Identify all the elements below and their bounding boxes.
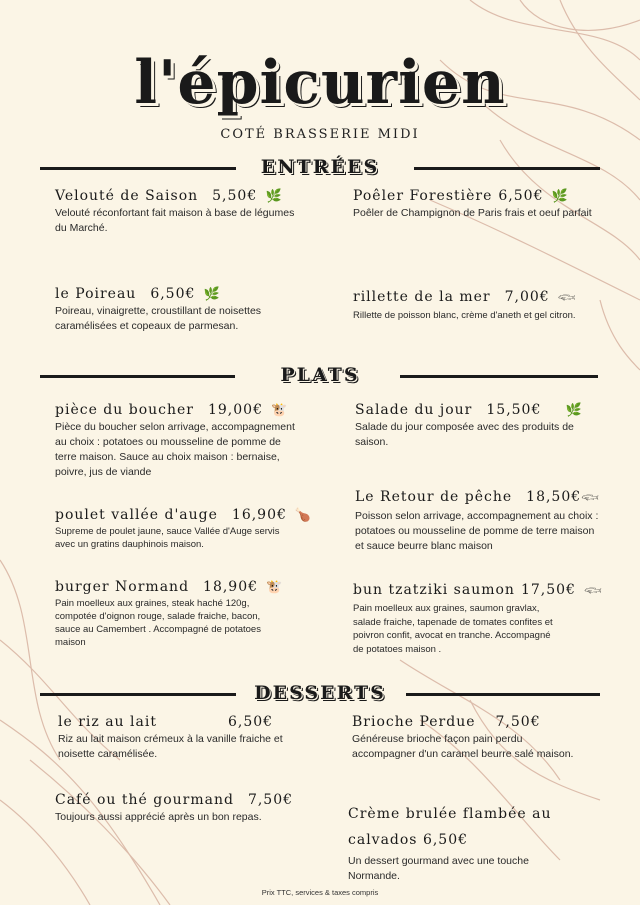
item-description: Pain moelleux aux graines, steak haché 120g, compotée d'oignon rouge, salade fraiche, bacon, sauce au Camembert . Accompagné de potatoes maison: [55, 598, 261, 648]
menu-item: [55, 286, 285, 334]
item-name: rillette de la mer: [353, 288, 491, 305]
item-description: Généreuse brioche façon pain perdu accompagner d'un caramel beurre salé maison.: [352, 733, 574, 760]
section-title-desserts: DESSERTS: [254, 682, 386, 704]
item-description: Supreme de poulet jaune, sauce Vallée d'Auge servis avec un gratins dauphinois maison.: [55, 526, 280, 550]
menu-item: [353, 286, 603, 322]
item-name: bun tzatziki saumon: [353, 581, 515, 598]
item-name: Poêler Forestière: [353, 188, 493, 204]
fish-icon: 𓆟: [583, 584, 603, 599]
drumstick-icon: 🍗: [294, 507, 313, 523]
item-name: le Poireau: [55, 286, 137, 302]
restaurant-name: l'épicurien: [134, 48, 506, 118]
item-price: 7,50€: [495, 714, 541, 730]
item-price: 6,50€: [228, 714, 274, 730]
item-price: 18,90€: [203, 579, 259, 595]
item-name: Café ou thé gourmand: [55, 792, 234, 808]
menu-item: [55, 507, 313, 551]
item-description: Salade du jour composée avec des produits de saison.: [355, 421, 574, 448]
menu-item: [58, 714, 288, 762]
item-name: poulet vallée d'auge: [55, 507, 218, 523]
leaf-icon: 🌿: [203, 286, 221, 302]
item-description: Rillette de poisson blanc, crème d'aneth et gel citron.: [353, 310, 576, 321]
item-price: 6,50€: [150, 286, 196, 302]
menu-item: [55, 792, 295, 825]
menu-item: [55, 188, 295, 236]
leaf-icon: 🌿: [565, 402, 583, 418]
menu-item: [55, 402, 300, 480]
footer-note: Prix TTC, services & taxes compris: [261, 888, 379, 897]
menu-item: [352, 714, 582, 762]
item-description: Poisson selon arrivage, accompagnement au choix : potatoes ou mousseline de pomme de terre maison et sauce beurre blanc maison: [355, 510, 599, 552]
item-name: le riz au lait: [58, 714, 157, 730]
leaf-icon: 🌿: [551, 188, 570, 204]
menu-item: [353, 579, 603, 656]
menu-item: [355, 486, 605, 554]
menu-item: [353, 188, 603, 221]
item-description: Un dessert gourmand avec une touche Normande.: [348, 855, 529, 882]
item-description: Poêler de Champignon de Paris frais et oeuf parfait: [353, 207, 592, 219]
item-price: 7,00€: [504, 288, 550, 305]
menu-item: [355, 402, 595, 450]
item-price: 15,50€: [486, 402, 542, 418]
section-title-entrees: ENTRÉES: [260, 156, 380, 178]
menu-item: [348, 806, 598, 884]
item-price: 7,50€: [247, 792, 294, 808]
leaf-icon: 🌿: [265, 188, 283, 204]
item-price: 17,50€: [520, 581, 576, 598]
item-description: Pain moelleux aux graines, saumon gravlax, salade fraiche, tapenade de tomates confites et poivron confit, avocat en tranche. Accompagné de potatoes maison .: [353, 603, 553, 655]
item-price: 5,50€: [212, 188, 258, 204]
item-description: Velouté réconfortant fait maison à base de légumes du Marché.: [55, 207, 295, 234]
section-header-entrees: [40, 156, 600, 180]
cow-icon: 🐮: [271, 402, 289, 418]
item-price: 16,90€: [231, 507, 287, 523]
section-header-desserts: [40, 682, 600, 706]
item-price: 6,50€: [498, 188, 544, 204]
item-description: Poireau, vinaigrette, croustillant de noisettes caramélisées et copeaux de parmesan.: [55, 305, 262, 332]
item-name: burger Normand: [55, 579, 190, 595]
item-name: Salade du jour: [355, 402, 473, 418]
fish-icon: 𓆟: [557, 291, 577, 306]
item-name: Le Retour de pêche: [355, 488, 513, 505]
section-title-plats: PLATS: [280, 364, 360, 386]
item-name: Crème brulée flambée au: [348, 806, 552, 822]
item-price: 19,00€: [207, 402, 263, 418]
restaurant-tagline: COTÉ BRASSERIE MIDI: [220, 127, 420, 142]
item-price: 18,50€: [526, 488, 582, 505]
item-name: Brioche Perdue: [352, 714, 476, 730]
item-name-continued: calvados 6,50€: [348, 832, 469, 848]
cow-icon: 🐮: [266, 579, 284, 595]
item-description: Pièce du boucher selon arrivage, accompagnement au choix : potatoes ou mousseline de pomme de terre maison. Sauce au choix maison : bernaise, poivre, jus de viande: [55, 421, 295, 478]
fish-icon: 𓆟: [581, 491, 600, 506]
menu-item: [55, 579, 284, 649]
item-name: pièce du boucher: [55, 402, 194, 418]
item-description: Riz au lait maison crémeux à la vanille fraiche et noisette caramélisée.: [58, 733, 283, 760]
section-header-plats: [40, 364, 600, 388]
item-name: Velouté de Saison: [55, 188, 199, 204]
item-description: Toujours aussi apprécié après un bon repas.: [55, 811, 262, 823]
